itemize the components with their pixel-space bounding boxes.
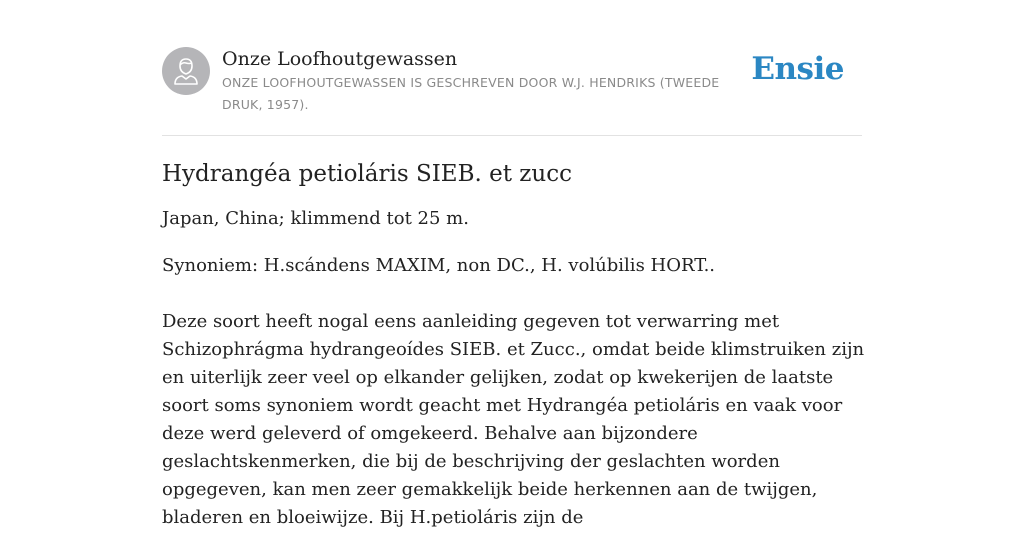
source-title[interactable]: Onze Loofhoutgewassen [222, 48, 458, 70]
entry-title: Hydrangéa petioláris SIEB. et zucc [162, 161, 572, 187]
entry-paragraph: Synoniem: H.scándens MAXIM, non DC., H. volúbilis HORT.. [162, 255, 716, 276]
brand-logo[interactable]: Ensie [751, 51, 844, 87]
source-description: ONZE LOOFHOUTGEWASSEN IS GESCHREVEN DOOR W.J. HENDRIKS (TWEEDE DRUK, 1957). [222, 75, 720, 112]
entry-content [162, 157, 867, 551]
user-icon [162, 47, 210, 95]
divider [162, 135, 862, 136]
entry-paragraph: Deze soort heeft nogal eens aanleiding gegeven tot verwarring met Schizophrágma hydrangeoídes SIEB. et Zucc., omdat beide klimstruiken zijn en uiterlijk zeer veel op elkander gelijken, zodat op kwekerijen de laatste soort soms synoniem wordt geacht met Hydrangéa petioláris en vaak voor deze werd geleverd of omgekeerd. Behalve aan bijzondere geslachtskenmerken, die bij de beschrijving der geslachten worden opgegeven, kan men zeer gemakkelijk beide herkennen aan de twijgen, bladeren en bloeiwijze. Bij H.petioláris zijn de [162, 311, 865, 528]
source-info [222, 47, 762, 116]
entry-paragraph: Japan, China; klimmend tot 25 m. [162, 208, 469, 229]
avatar[interactable] [162, 47, 210, 95]
source-header [162, 47, 862, 117]
